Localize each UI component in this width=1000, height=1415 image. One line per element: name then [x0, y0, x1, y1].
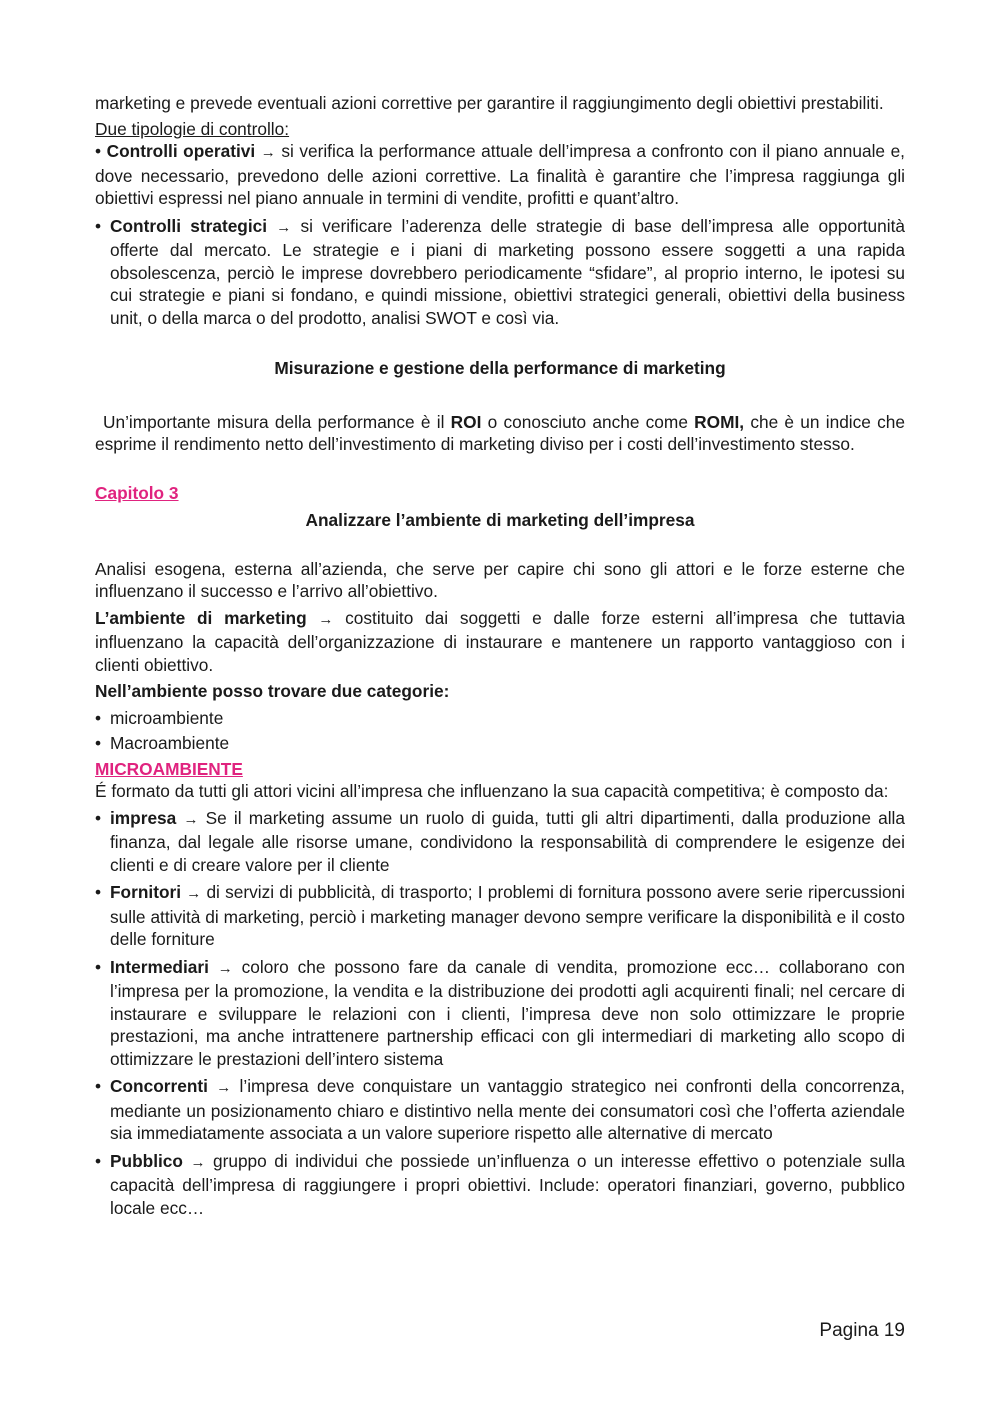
bullet-icon: •: [95, 956, 102, 977]
operative-control-text: si verifica la performance attuale dell’impresa a confronto con il piano annuale e, dove necessario, prevedono delle azioni correttive. La finalità è garantire che l’impresa raggiunga gli obiettivi espressi nel piano annuale in termini di vendite, profitti e quant’altro.: [95, 141, 905, 208]
roi-term: ROI: [450, 411, 482, 432]
analysis-paragraph: Analisi esogena, esterna all’azienda, che serve per capire chi sono gli attori e le forze esterne che influenzano il successo e l’arrivo all’obiettivo.: [95, 558, 905, 601]
bullet-icon: •: [95, 141, 102, 161]
strategic-control-text: si verificare l’aderenza delle strategie di base dell’impresa alle opportunità offerte dal mercato. Le strategie e i piani di marketing possono essere soggetti a una rapida obsolescenza, perciò le imprese dovrebbero periodicamente “sfidare”, al proprio interno, le ipotesi su cui strategie e piani si fondano, e quindi missione, obiettivi strategici generali, obiettivi della business unit, o della marca o del prodotto, analisi SWOT e così via.: [110, 215, 905, 328]
bullet-icon: •: [95, 1076, 102, 1096]
romi-term: ROMI,: [694, 411, 745, 432]
bullet-icon: •: [95, 215, 102, 236]
performance-text-1: Un’importante misura della performance è il: [103, 411, 451, 432]
chapter-link: Capitolo 3: [95, 482, 179, 503]
arrow-right-icon: →: [260, 144, 276, 161]
microambiente-heading: [95, 758, 905, 781]
environment-text: costituito dai soggetti e dalle forze esterni all’impresa che tuttavia influenzano la capacità dell’organizzazione di instaurare e mantenere un rapporto vantaggioso con i clienti obiettivo.: [95, 607, 905, 675]
categories-heading: Nell’ambiente posso trovare due categorie:: [95, 681, 450, 701]
micro-item-text: gruppo di individui che possiede un’influenza o un interesse effettivo o potenziale sulla capacità dell’impresa di raggiungere i propri obiettivi. Include: operatori finanziari, governo, pubblico locale ecc…: [110, 1150, 905, 1218]
chapter-label: [95, 482, 905, 505]
micro-item-text: Se il marketing assume un ruolo di guida, tutti gli altri dipartimenti, dalla produzione alla finanza, dal legale alle risorse umane, condividono la responsabilità di comprendere le esigenze dei clienti e di creare valore per il cliente: [110, 807, 905, 875]
environment-paragraph: [95, 607, 905, 677]
arrow-right-icon: →: [276, 218, 292, 236]
arrow-right-icon: →: [186, 885, 202, 902]
micro-item-concorrenti: [95, 1075, 905, 1145]
category-label: microambiente: [110, 707, 224, 728]
control-types-heading: Due tipologie di controllo:: [95, 118, 290, 139]
performance-text-2: o conosciuto anche come: [481, 411, 695, 432]
micro-item-text: di servizi di pubblicità, di trasporto; I problemi di fornitura possono avere serie ripercussioni sulle attività di marketing, perciò i marketing manager devono sempre verificare la disponibilità e il costo delle forniture: [110, 882, 905, 949]
category-item: [95, 732, 905, 755]
operative-control-item: [95, 140, 905, 210]
chapter-heading: Analizzare l’ambiente di marketing dell’impresa: [305, 510, 695, 530]
category-label: Macroambiente: [110, 733, 230, 753]
performance-text-3: che è un indice che esprime il rendimento netto dell’investimento di marketing diviso per i costi dell’investimento stesso.: [95, 411, 905, 454]
micro-item-text: coloro che possono fare da canale di vendita, promozione ecc… collaborano con l’impresa per la promozione, la vendita e la distribuzione dei prodotti agli acquirenti finali; nel cercare di instaurare e sviluppare le relazioni con i clienti, l’impresa deve non solo ottimizzare le proprie prestazioni, ma anche intrattenere partnership efficaci con gli intermediari di marketing allo scopo di ottimizzare le prestazioni dell’intero sistema: [110, 956, 905, 1069]
strategic-control-label: Controlli strategici: [110, 215, 268, 236]
performance-paragraph: [95, 411, 905, 456]
bullet-icon: •: [95, 1150, 102, 1171]
arrow-right-icon: →: [183, 810, 199, 828]
arrow-right-icon: →: [216, 1079, 232, 1096]
micro-item-fornitori: [95, 881, 905, 951]
micro-item-label: impresa: [110, 807, 177, 828]
bullet-icon: •: [95, 707, 102, 728]
document-page: [95, 92, 905, 1224]
microambiente-intro: É formato da tutti gli attori vicini all’impresa che influenzano la sua capacità competitiva; è composto da:: [95, 781, 889, 801]
bullet-icon: •: [95, 733, 102, 753]
micro-item-impresa: [95, 807, 905, 877]
performance-heading: Misurazione e gestione della performance di marketing: [274, 358, 726, 378]
microambiente-link: MICROAMBIENTE: [95, 758, 243, 779]
arrow-right-icon: →: [318, 610, 334, 628]
arrow-right-icon: →: [217, 959, 233, 977]
category-item: [95, 707, 905, 730]
micro-item-intermediari: [95, 956, 905, 1071]
intro-paragraph: marketing e prevede eventuali azioni correttive per garantire il raggiungimento degli obiettivi prestabiliti.: [95, 93, 884, 113]
environment-label: L’ambiente di marketing: [95, 607, 307, 628]
micro-item-pubblico: [95, 1150, 905, 1220]
micro-item-label: Fornitori: [110, 882, 182, 902]
page-number: Pagina 19: [819, 1320, 905, 1341]
micro-item-label: Intermediari: [110, 956, 209, 977]
strategic-control-item: [95, 215, 905, 330]
bullet-icon: •: [95, 807, 102, 828]
bullet-icon: •: [95, 882, 102, 902]
arrow-right-icon: →: [190, 1153, 206, 1171]
operative-control-label: Controlli operativi: [106, 141, 256, 161]
micro-item-label: Concorrenti: [110, 1076, 208, 1096]
micro-item-text: l’impresa deve conquistare un vantaggio strategico nei confronti della concorrenza, mediante un posizionamento chiaro e distintivo nella mente dei consumatori così che l’offerta aziendale sia immediatamente associata a un valore superiore rispetto alle alternative di mercato: [110, 1076, 905, 1143]
micro-item-label: Pubblico: [110, 1150, 183, 1171]
